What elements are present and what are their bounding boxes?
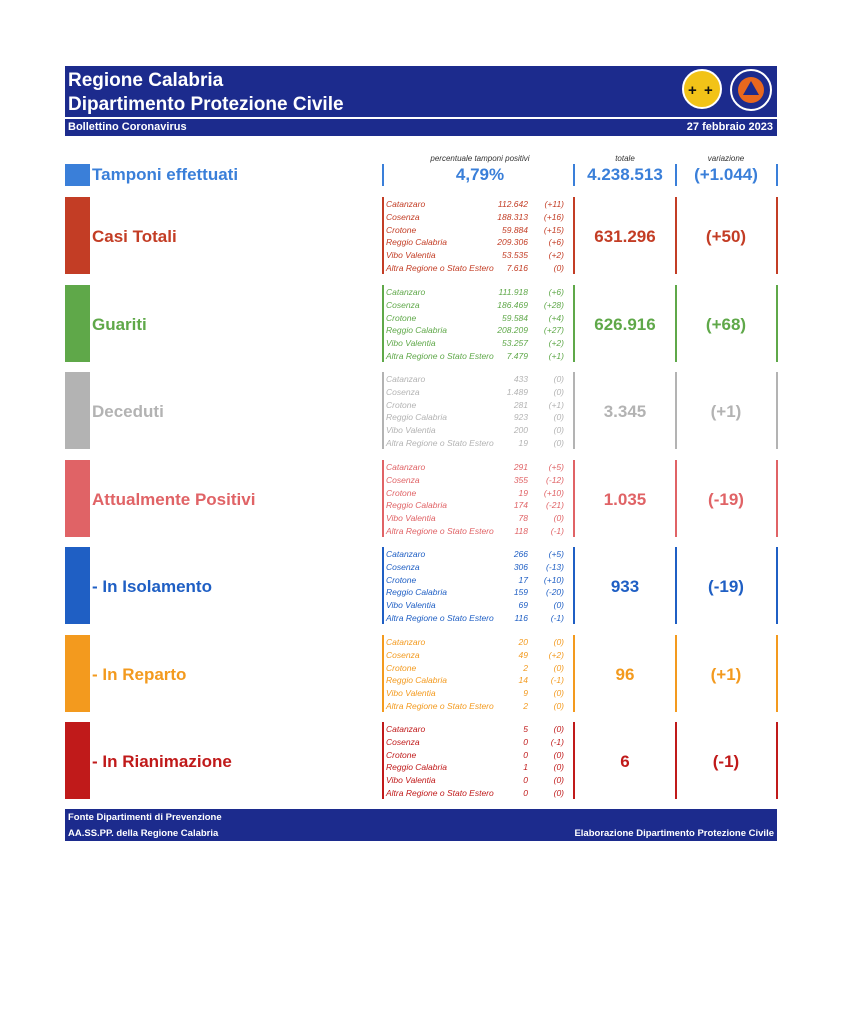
province-value: 355 (513, 474, 528, 485)
province-row (386, 761, 576, 774)
section-variation: (-19) (708, 490, 744, 509)
province-variation: (0) (553, 688, 564, 699)
section-divider-4 (776, 197, 778, 274)
province-name: Cosenza (386, 211, 420, 222)
province-name: Reggio Calabria (386, 675, 447, 686)
province-variation: (+1) (548, 350, 564, 361)
province-variation: (+28) (543, 299, 564, 310)
section-divider-1 (382, 197, 384, 274)
section-divider-4 (776, 722, 778, 799)
province-variation: (+5) (548, 462, 564, 472)
province-row (386, 512, 576, 525)
province-name: Crotone (386, 749, 417, 760)
section-label: Guariti (92, 315, 147, 334)
province-variation: (0) (553, 374, 564, 384)
province-value: 59.884 (502, 224, 528, 235)
province-value: 118 (514, 525, 528, 536)
footer-credit: Elaborazione Dipartimento Protezione Civile (574, 828, 774, 839)
section-label: Deceduti (92, 402, 164, 421)
section-divider-2 (573, 460, 575, 537)
province-name: Crotone (386, 574, 417, 585)
province-variation: (+10) (543, 487, 564, 498)
province-value: 5 (523, 724, 528, 734)
province-value: 2 (523, 662, 528, 673)
province-row (386, 774, 576, 787)
province-variation: (-20) (546, 587, 564, 598)
section-label: Casi Totali (92, 227, 177, 246)
province-value: 7.479 (506, 350, 528, 361)
region-title: Regione Calabria (68, 70, 224, 91)
province-name: Cosenza (386, 474, 420, 485)
province-name: Catanzaro (386, 549, 426, 559)
province-row (386, 700, 576, 713)
calabria-emblem-icon: + + (682, 69, 722, 109)
province-name: Altra Regione o Stato Estero (386, 700, 494, 711)
tamponi-divider-2 (573, 164, 575, 186)
tamponi-divider-1 (382, 164, 384, 186)
province-variation: (0) (553, 425, 564, 436)
province-name: Reggio Calabria (386, 412, 447, 423)
province-name: Reggio Calabria (386, 500, 447, 511)
province-variation: (-1) (550, 525, 564, 536)
section-divider-4 (776, 285, 778, 362)
province-value: 209.306 (497, 237, 528, 248)
province-row (386, 299, 576, 312)
province-variation: (+6) (548, 237, 564, 248)
province-value: 14 (518, 675, 528, 686)
province-name: Reggio Calabria (386, 325, 447, 336)
province-row (386, 525, 576, 538)
province-value: 0 (523, 749, 528, 760)
province-value: 53.535 (502, 250, 528, 261)
province-value: 306 (513, 561, 528, 572)
province-row (386, 312, 576, 325)
province-name: Catanzaro (386, 724, 426, 734)
province-variation: (+2) (548, 250, 564, 261)
province-value: 116 (514, 612, 528, 623)
province-name: Catanzaro (386, 199, 426, 209)
province-variation: (0) (553, 262, 564, 273)
percent-column-header: percentuale tamponi positivi (430, 154, 530, 163)
province-row (386, 350, 576, 363)
section-color-square (65, 197, 90, 274)
province-name: Cosenza (386, 299, 420, 310)
header-banner (65, 66, 777, 136)
province-list (386, 636, 576, 713)
section-label: - In Rianimazione (92, 752, 232, 771)
province-variation: (0) (553, 637, 564, 647)
section-label: - In Reparto (92, 665, 187, 684)
section-label: - In Isolamento (92, 577, 212, 596)
province-variation: (-1) (550, 736, 564, 747)
section-divider-3 (675, 635, 677, 712)
footer-source-line1: Fonte Dipartimenti di Prevenzione (68, 812, 222, 823)
section-divider-2 (573, 547, 575, 624)
section-label: Attualmente Positivi (92, 490, 256, 509)
section-divider-3 (675, 197, 677, 274)
province-row (386, 324, 576, 337)
province-row (386, 399, 576, 412)
province-value: 433 (513, 374, 528, 384)
province-row (386, 787, 576, 800)
province-variation: (+15) (543, 224, 564, 235)
section-color-square (65, 460, 90, 537)
province-variation: (-21) (546, 500, 564, 511)
section-color-square (65, 722, 90, 799)
section-divider-3 (675, 285, 677, 362)
province-row (386, 461, 576, 474)
province-row (386, 373, 576, 386)
province-variation: (-1) (550, 675, 564, 686)
section-divider-2 (573, 372, 575, 449)
province-row (386, 211, 576, 224)
province-variation: (-13) (546, 561, 564, 572)
province-name: Vibo Valentia (386, 513, 436, 524)
section-divider-4 (776, 547, 778, 624)
section-color-square (65, 547, 90, 624)
province-row (386, 662, 576, 675)
province-row (386, 437, 576, 450)
tamponi-color-square (65, 164, 90, 186)
province-row (386, 548, 576, 561)
province-value: 1.489 (506, 386, 528, 397)
province-row (386, 612, 576, 625)
province-value: 111.918 (498, 287, 528, 297)
bulletin-date: 27 febbraio 2023 (686, 121, 773, 133)
province-variation: (0) (553, 700, 564, 711)
section-variation: (+50) (705, 227, 747, 246)
province-name: Crotone (386, 487, 417, 498)
section-divider-3 (675, 460, 677, 537)
section-total: 631.296 (594, 227, 656, 246)
province-name: Crotone (386, 399, 417, 410)
province-row (386, 736, 576, 749)
province-variation: (+10) (543, 574, 564, 585)
province-variation: (-12) (546, 474, 564, 485)
province-name: Altra Regione o Stato Estero (386, 787, 494, 798)
province-name: Vibo Valentia (386, 775, 436, 786)
province-value: 188.313 (497, 211, 528, 222)
province-list (386, 723, 576, 800)
province-row (386, 198, 576, 211)
province-list (386, 373, 576, 450)
province-value: 7.616 (506, 262, 528, 273)
tamponi-total: 4.238.513 (587, 165, 663, 184)
province-variation: (+27) (543, 325, 564, 336)
section-variation: (-1) (712, 752, 740, 771)
province-row (386, 236, 576, 249)
province-row (386, 262, 576, 275)
province-row (386, 649, 576, 662)
province-value: 266 (513, 549, 528, 559)
province-value: 19 (518, 487, 528, 498)
province-variation: (-1) (550, 612, 564, 623)
province-value: 281 (513, 399, 528, 410)
section-divider-1 (382, 285, 384, 362)
province-row (386, 687, 576, 700)
province-variation: (0) (553, 412, 564, 423)
province-name: Cosenza (386, 561, 420, 572)
tamponi-divider-4 (776, 164, 778, 186)
section-divider-4 (776, 372, 778, 449)
province-variation: (+2) (548, 649, 564, 660)
province-value: 112.642 (497, 199, 528, 209)
province-name: Crotone (386, 224, 417, 235)
province-name: Catanzaro (386, 287, 426, 297)
province-row (386, 411, 576, 424)
protezione-civile-logo-icon (730, 69, 772, 111)
bulletin-title: Bollettino Coronavirus (68, 121, 187, 133)
province-variation: (0) (553, 600, 564, 611)
province-row (386, 674, 576, 687)
province-row (386, 424, 576, 437)
province-name: Cosenza (386, 649, 420, 660)
section-total: 933 (610, 577, 640, 596)
province-name: Crotone (386, 662, 417, 673)
province-value: 69 (518, 600, 528, 611)
province-value: 2 (523, 700, 528, 711)
section-divider-1 (382, 460, 384, 537)
province-name: Cosenza (386, 736, 420, 747)
province-name: Vibo Valentia (386, 425, 436, 436)
tamponi-variation: (+1.044) (694, 165, 758, 184)
section-total: 96 (615, 665, 635, 684)
province-name: Reggio Calabria (386, 237, 447, 248)
total-column-header: totale (615, 154, 635, 163)
province-row (386, 723, 576, 736)
section-total: 626.916 (594, 315, 656, 334)
province-variation: (0) (553, 437, 564, 448)
province-name: Altra Regione o Stato Estero (386, 262, 494, 273)
section-color-square (65, 372, 90, 449)
section-total: 1.035 (603, 490, 647, 509)
province-row (386, 636, 576, 649)
province-value: 174 (513, 500, 528, 511)
department-title: Dipartimento Protezione Civile (68, 94, 344, 115)
section-total: 3.345 (603, 402, 647, 421)
section-total: 6 (620, 752, 630, 771)
province-variation: (0) (553, 787, 564, 798)
province-value: 923 (513, 412, 528, 423)
province-variation: (0) (553, 749, 564, 760)
province-name: Altra Regione o Stato Estero (386, 612, 494, 623)
province-value: 78 (518, 513, 528, 524)
section-divider-1 (382, 372, 384, 449)
section-divider-3 (675, 547, 677, 624)
province-variation: (0) (553, 762, 564, 773)
section-divider-1 (382, 722, 384, 799)
province-value: 208.209 (497, 325, 528, 336)
province-value: 1 (523, 762, 528, 773)
province-row (386, 749, 576, 762)
province-variation: (0) (553, 724, 564, 734)
province-value: 19 (518, 437, 528, 448)
section-divider-4 (776, 460, 778, 537)
province-row (386, 574, 576, 587)
province-row (386, 286, 576, 299)
province-name: Catanzaro (386, 374, 426, 384)
section-variation: (+68) (705, 315, 747, 334)
province-name: Reggio Calabria (386, 762, 447, 773)
province-name: Vibo Valentia (386, 250, 436, 261)
province-row (386, 386, 576, 399)
variation-column-header: variazione (707, 154, 745, 163)
province-name: Reggio Calabria (386, 587, 447, 598)
province-list (386, 198, 576, 275)
section-divider-1 (382, 547, 384, 624)
province-name: Crotone (386, 312, 417, 323)
province-name: Vibo Valentia (386, 338, 436, 349)
province-value: 0 (523, 787, 528, 798)
footer-banner (65, 809, 777, 841)
province-name: Cosenza (386, 386, 420, 397)
province-value: 20 (518, 637, 528, 647)
section-divider-2 (573, 197, 575, 274)
province-variation: (0) (553, 775, 564, 786)
province-value: 9 (523, 688, 528, 699)
province-name: Vibo Valentia (386, 688, 436, 699)
section-divider-3 (675, 372, 677, 449)
province-name: Altra Regione o Stato Estero (386, 350, 494, 361)
province-variation: (+5) (548, 549, 564, 559)
province-variation: (0) (553, 386, 564, 397)
section-color-square (65, 635, 90, 712)
province-name: Altra Regione o Stato Estero (386, 437, 494, 448)
province-variation: (0) (553, 513, 564, 524)
section-divider-2 (573, 722, 575, 799)
province-row (386, 337, 576, 350)
section-divider-2 (573, 635, 575, 712)
province-name: Catanzaro (386, 462, 426, 472)
province-value: 159 (513, 587, 528, 598)
province-row (386, 249, 576, 262)
province-variation: (+1) (548, 399, 564, 410)
province-value: 49 (518, 649, 528, 660)
province-row (386, 474, 576, 487)
province-value: 200 (513, 425, 528, 436)
province-value: 59.584 (502, 312, 528, 323)
province-row (386, 487, 576, 500)
province-value: 0 (523, 775, 528, 786)
province-row (386, 224, 576, 237)
section-divider-2 (573, 285, 575, 362)
province-row (386, 586, 576, 599)
province-row (386, 561, 576, 574)
tamponi-divider-3 (675, 164, 677, 186)
tamponi-percent: 4,79% (455, 165, 505, 184)
province-variation: (+11) (544, 199, 564, 209)
province-row (386, 499, 576, 512)
province-name: Altra Regione o Stato Estero (386, 525, 494, 536)
province-list (386, 548, 576, 625)
header-divider (65, 117, 777, 119)
province-variation: (+6) (548, 287, 564, 297)
province-value: 53.257 (502, 338, 528, 349)
tamponi-label: Tamponi effettuati (92, 165, 239, 184)
section-variation: (+1) (710, 402, 742, 421)
province-row (386, 599, 576, 612)
section-divider-3 (675, 722, 677, 799)
province-value: 0 (523, 736, 528, 747)
section-variation: (+1) (710, 665, 742, 684)
footer-source-line2: AA.SS.PP. della Regione Calabria (68, 828, 219, 839)
province-list (386, 461, 576, 538)
province-variation: (+16) (543, 211, 564, 222)
province-value: 186.469 (497, 299, 528, 310)
province-value: 17 (518, 574, 528, 585)
section-color-square (65, 285, 90, 362)
province-value: 291 (513, 462, 528, 472)
province-name: Catanzaro (386, 637, 426, 647)
province-variation: (+2) (548, 338, 564, 349)
section-variation: (-19) (708, 577, 744, 596)
province-list (386, 286, 576, 363)
province-name: Vibo Valentia (386, 600, 436, 611)
section-divider-4 (776, 635, 778, 712)
section-divider-1 (382, 635, 384, 712)
province-variation: (0) (553, 662, 564, 673)
province-variation: (+4) (548, 312, 564, 323)
